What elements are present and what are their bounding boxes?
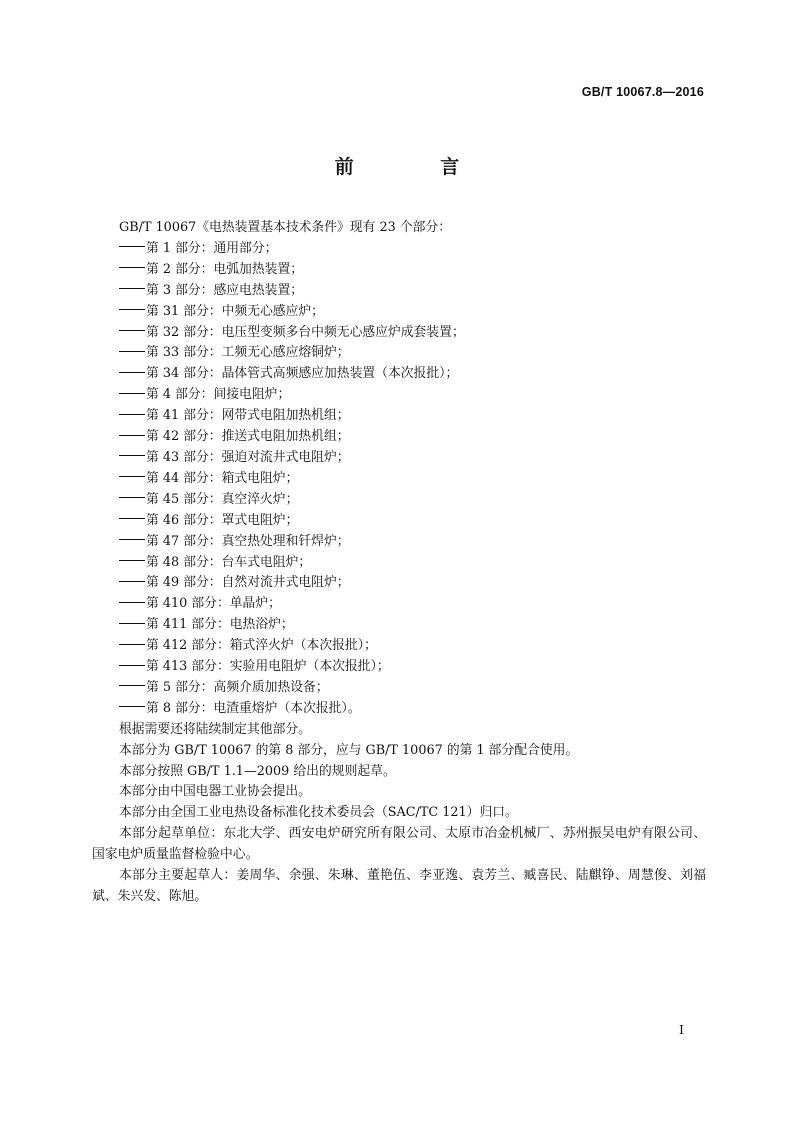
page-title: 前 言 — [334, 156, 500, 178]
em-dash — [119, 393, 145, 395]
part-list-item — [92, 678, 706, 699]
em-dash — [119, 706, 145, 708]
part-list-item — [92, 302, 706, 323]
em-dash — [119, 435, 145, 437]
part-text: 第 2 部分：电弧加热装置； — [146, 261, 304, 277]
em-dash — [119, 560, 145, 562]
part-text: 第 42 部分：推送式电阻加热机组； — [146, 429, 350, 445]
part-text: 第 8 部分：电渣重熔炉（本次报批）。 — [146, 700, 361, 716]
part-text: 第 3 部分：感应电热装置； — [146, 282, 304, 298]
part-text: 第 413 部分：实验用电阻炉（本次报批）； — [146, 659, 390, 675]
em-dash — [119, 602, 145, 604]
em-dash — [119, 623, 145, 625]
part-list-item — [92, 469, 706, 490]
body-paragraph: 本部分由全国工业电热设备标准化技术委员会（SAC/TC 121）归口。 — [119, 805, 518, 821]
part-text: 第 41 部分：网带式电阻加热机组； — [146, 408, 350, 424]
part-list-item — [92, 594, 706, 615]
em-dash — [119, 497, 145, 499]
part-list-item — [92, 406, 706, 427]
body-paragraph: 本部分为 GB/T 10067 的第 8 部分，应与 GB/T 10067 的第 1 部分配合使用。 — [119, 742, 579, 758]
part-list-item — [92, 657, 706, 678]
body-paragraph: 本部分由中国电器工业协会提出。 — [119, 784, 311, 800]
body-paragraph: 根据需要还将陆续制定其他部分。 — [119, 721, 311, 737]
part-text: 第 410 部分：单晶炉； — [146, 596, 281, 612]
part-text: 第 5 部分：高频介质加热设备； — [146, 679, 329, 695]
em-dash — [119, 351, 145, 353]
em-dash — [119, 372, 145, 374]
part-text: 第 411 部分：电热浴炉； — [146, 617, 294, 633]
part-text: 第 33 部分：工频无心感应熔铜炉； — [146, 345, 350, 361]
part-list-item — [92, 385, 706, 406]
part-text: 第 34 部分：晶体管式高频感应加热装置（本次报批）； — [146, 366, 459, 382]
part-list-item — [92, 448, 706, 469]
document-body — [92, 218, 706, 908]
part-text: 第 47 部分：真空热处理和钎焊炉； — [146, 533, 350, 549]
part-list-item — [92, 511, 706, 532]
em-dash — [119, 309, 145, 311]
intro-paragraph: GB/T 10067《电热装置基本技术条件》现有 23 个部分： — [119, 220, 452, 235]
part-text: 第 1 部分：通用部分； — [146, 240, 278, 256]
em-dash — [119, 267, 145, 269]
part-text: 第 46 部分：罩式电阻炉； — [146, 512, 299, 528]
em-dash — [119, 476, 145, 478]
em-dash — [119, 581, 145, 583]
em-dash — [119, 288, 145, 290]
part-list-item — [92, 573, 706, 594]
em-dash — [119, 330, 145, 332]
part-list-item — [92, 239, 706, 260]
body-paragraph: 本部分主要起草人：姜周华、余强、朱琳、董艳伍、李亚逸、袁芳兰、臧喜民、陆麒铮、周慧俊、刘福斌、朱兴发、陈旭。 — [92, 868, 706, 904]
part-list-item — [92, 615, 706, 636]
part-text: 第 48 部分：台车式电阻炉； — [146, 554, 312, 570]
part-text: 第 31 部分：中频无心感应炉； — [146, 303, 324, 319]
em-dash — [119, 685, 145, 687]
parts-list — [92, 239, 706, 720]
standard-code: GB/T 10067.8—2016 — [581, 85, 704, 99]
part-text: 第 43 部分：强迫对流井式电阻炉； — [146, 449, 350, 465]
part-text: 第 49 部分：自然对流井式电阻炉； — [146, 575, 350, 591]
part-text: 第 44 部分：箱式电阻炉； — [146, 470, 299, 486]
em-dash — [119, 539, 145, 541]
part-text: 第 32 部分：电压型变频多台中频无心感应炉成套装置； — [146, 324, 465, 340]
em-dash — [119, 644, 145, 646]
part-text: 第 412 部分：箱式淬火炉（本次报批）； — [146, 638, 377, 654]
paragraphs — [92, 720, 706, 908]
page-number: I — [679, 1022, 684, 1037]
part-list-item — [92, 699, 706, 720]
part-list-item — [92, 532, 706, 553]
part-list-item — [92, 343, 706, 364]
body-paragraph: 本部分按照 GB/T 1.1—2009 给出的规则起草。 — [119, 763, 396, 779]
part-text: 第 4 部分：间接电阻炉； — [146, 387, 291, 403]
part-list-item — [92, 427, 706, 448]
em-dash — [119, 246, 145, 248]
em-dash — [119, 455, 145, 457]
part-list-item — [92, 553, 706, 574]
part-list-item — [92, 260, 706, 281]
em-dash — [119, 665, 145, 667]
body-paragraph: 本部分起草单位：东北大学、西安电炉研究所有限公司、太原市冶金机械厂、苏州振吴电炉有限公司、国家电炉质量监督检验中心。 — [92, 826, 706, 863]
part-list-item — [92, 281, 706, 302]
part-list-item — [92, 364, 706, 385]
em-dash — [119, 518, 145, 520]
part-text: 第 45 部分：真空淬火炉； — [146, 491, 299, 507]
part-list-item — [92, 490, 706, 511]
em-dash — [119, 414, 145, 416]
part-list-item — [92, 636, 706, 657]
part-list-item — [92, 323, 706, 344]
